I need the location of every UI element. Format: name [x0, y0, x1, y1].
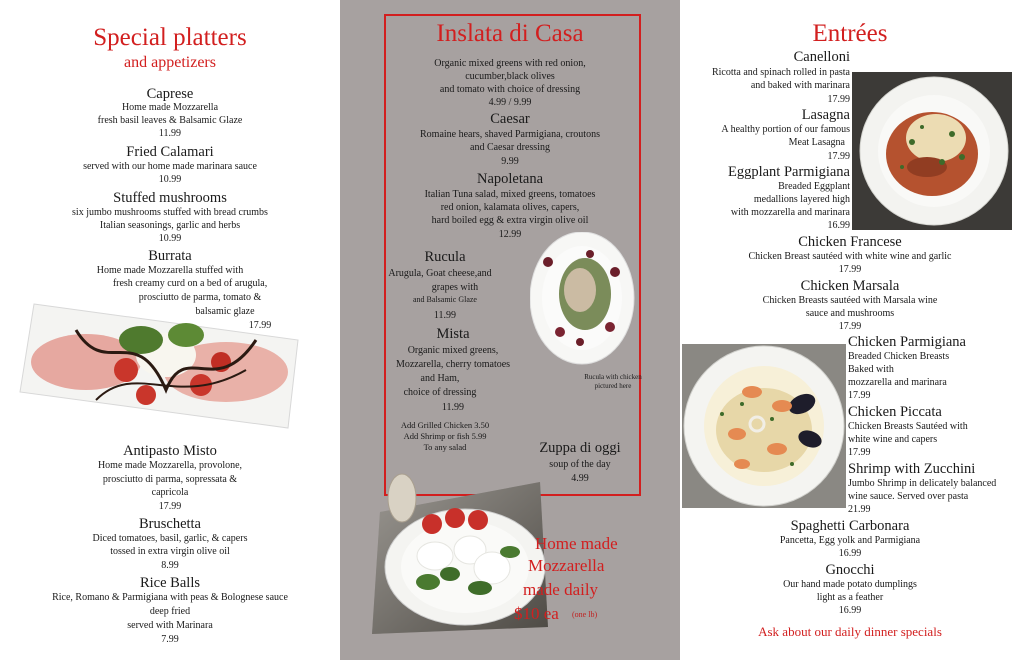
item-name: Chicken Parmigiana: [848, 334, 966, 350]
salads-title: Inslata di Casa: [436, 20, 584, 47]
item-desc: Breaded Eggplant: [778, 181, 850, 192]
item-desc: Home made Mozzarella: [121, 102, 219, 113]
item-desc: Home made Mozzarella stuffed with: [96, 265, 244, 276]
item-desc: prosciutto di parma, sopressata &: [102, 474, 238, 485]
mozzarella-price: $10 ea: [514, 604, 559, 623]
item-name: Bruschetta: [138, 516, 201, 532]
item-desc: hard boiled egg & extra virgin olive oil: [431, 215, 589, 226]
item-desc: Rice, Romano & Parmigiana with peas & Bolognese sauce: [52, 592, 288, 603]
entrees-title: Entrées: [812, 20, 888, 47]
item-price: 17.99: [848, 447, 871, 458]
item-price: 21.99: [848, 504, 871, 515]
item-desc: Romaine hears, shaved Parmigiana, croutons: [420, 129, 600, 140]
item-price: 8.99: [161, 560, 179, 571]
item-name: Lasagna: [801, 107, 850, 123]
item-name: Eggplant Parmigiana: [727, 164, 850, 180]
item-desc: tossed in extra virgin olive oil: [110, 546, 230, 557]
item-price: 17.99: [848, 390, 871, 401]
item-desc: Chicken Breasts sautéed with Marsala wine: [762, 295, 938, 306]
item-name: Fried Calamari: [126, 144, 214, 160]
item-desc: and tomato with choice of dressing: [439, 84, 581, 95]
item-desc: six jumbo mushrooms stuffed with bread crumbs: [72, 207, 268, 218]
mozzarella-unit: (one lb): [572, 610, 598, 619]
soup-desc: soup of the day: [549, 459, 611, 470]
item-desc: fresh basil leaves & Balsamic Glaze: [97, 115, 243, 126]
item-price: 12.99: [498, 229, 522, 240]
item-desc: medallions layered high: [753, 194, 850, 205]
item-desc: choice of dressing: [403, 387, 477, 398]
item-desc: wine sauce. Served over pasta: [848, 491, 969, 502]
item-name: Antipasto Misto: [123, 443, 217, 459]
item-desc: white wine and capers: [848, 434, 938, 445]
item-desc: fresh creamy curd on a bed of arugula,: [112, 278, 268, 289]
lasagna-photo: [852, 72, 1012, 230]
item-price: 17.99: [838, 321, 862, 332]
addon-text: Add Shrimp or fish 5.99: [403, 431, 487, 441]
item-desc: Organic mixed greens with red onion,: [434, 58, 586, 69]
item-price: 11.99: [441, 402, 465, 413]
addon-text: Add Grilled Chicken 3.50: [400, 420, 490, 430]
item-desc: Jumbo Shrimp in delicately balanced: [848, 478, 997, 489]
entrees-column: [680, 0, 1020, 660]
item-name: Canelloni: [793, 49, 850, 65]
burrata-platter-photo: [16, 300, 302, 430]
item-desc: sauce and mushrooms: [805, 308, 895, 319]
item-price: 16.99: [827, 220, 850, 231]
item-price: 10.99: [158, 233, 182, 244]
item-name: Chicken Marsala: [800, 278, 900, 294]
seafood-illustration: [682, 344, 846, 508]
item-desc: A healthy portion of our famous: [721, 124, 850, 135]
item-price: 17.99: [248, 320, 272, 331]
item-desc: Breaded Chicken Breasts: [848, 351, 950, 362]
item-name: Chicken Francese: [798, 234, 902, 250]
item-price: 11.99: [158, 128, 182, 139]
item-price: 16.99: [838, 605, 862, 616]
salads-column: [340, 0, 680, 660]
mozzarella-promo: Mozzarella: [528, 556, 605, 575]
item-desc: light as a feather: [816, 592, 884, 603]
item-name: Napoletana: [476, 171, 544, 187]
item-desc: with mozzarella and marinara: [730, 207, 850, 218]
item-name: Burrata: [148, 248, 192, 264]
item-name: Shrimp with Zucchini: [848, 461, 976, 477]
item-price: 17.99: [827, 94, 850, 105]
item-desc: Our hand made potato dumplings: [783, 579, 917, 590]
item-price: 9.99: [501, 156, 519, 167]
item-name: Stuffed mushrooms: [113, 190, 227, 206]
item-price: 4.99 / 9.99: [488, 97, 532, 108]
addon-text: To any salad: [423, 442, 467, 452]
item-desc: served with Marinara: [127, 620, 213, 631]
appetizers-title: Special platters: [93, 24, 247, 51]
item-desc: Organic mixed greens,: [407, 345, 499, 356]
item-desc: Arugula, Goat cheese,and: [388, 268, 492, 279]
appetizers-column: [0, 0, 340, 660]
item-desc: served with our home made marinara sauce: [83, 161, 257, 172]
platter-illustration: [16, 300, 302, 430]
item-name: Rucula: [424, 249, 466, 265]
item-name: Caesar: [490, 111, 530, 127]
soup-price: 4.99: [571, 473, 589, 484]
item-price: 10.99: [158, 174, 182, 185]
item-name: Spaghetti Carbonara: [790, 518, 910, 534]
soup-name: Zuppa di oggi: [539, 440, 621, 456]
item-desc: grapes with: [431, 282, 479, 293]
item-desc: balsamic glaze: [195, 306, 255, 317]
item-name: Mista: [436, 326, 470, 342]
item-desc: Meat Lasagna: [788, 137, 845, 148]
photo-caption: Rucula with chicken: [584, 373, 642, 381]
item-desc: mozzarella and marinara: [848, 377, 947, 388]
item-price: 11.99: [433, 310, 457, 321]
item-name: Rice Balls: [139, 575, 200, 591]
lasagna-illustration: [852, 72, 1012, 230]
photo-caption: pictured here: [594, 382, 632, 390]
item-price: 17.99: [158, 501, 182, 512]
item-desc: cucumber,black olives: [465, 71, 555, 82]
item-desc: Home made Mozzarella, provolone,: [97, 460, 243, 471]
item-name: Chicken Piccata: [848, 404, 942, 420]
item-desc: Baked with: [848, 364, 894, 375]
item-desc: and Balsamic Glaze: [413, 295, 477, 304]
mozzarella-promo: Home made: [535, 534, 618, 553]
item-desc: Chicken Breasts Sautéed with: [848, 421, 968, 432]
item-name: Caprese: [146, 86, 194, 102]
daily-specials-note: Ask about our daily dinner specials: [758, 624, 942, 639]
item-desc: prosciutto de parma, tomato &: [138, 292, 262, 303]
item-price: 16.99: [838, 548, 862, 559]
item-desc: red onion, kalamata olives, capers,: [440, 202, 580, 213]
item-desc: Italian Tuna salad, mixed greens, tomatoes: [424, 189, 596, 200]
item-price: 17.99: [838, 264, 862, 275]
item-desc: Ricotta and spinach rolled in pasta: [711, 67, 850, 78]
item-desc: and baked with marinara: [750, 80, 850, 91]
item-desc: and Caesar dressing: [470, 142, 550, 153]
item-desc: Pancetta, Egg yolk and Parmigiana: [779, 535, 921, 546]
mozzarella-promo: made daily: [523, 580, 599, 599]
seafood-pasta-photo: [682, 344, 846, 508]
item-desc: Diced tomatoes, basil, garlic, & capers: [92, 533, 248, 544]
item-desc: Chicken Breast sautéed with white wine and garlic: [748, 251, 952, 262]
item-desc: Mozzarella, cherry tomatoes: [395, 359, 511, 370]
item-desc: capricola: [151, 487, 189, 498]
item-price: 7.99: [161, 634, 179, 645]
item-name: Gnocchi: [825, 562, 875, 578]
appetizers-subtitle: and appetizers: [124, 54, 216, 71]
item-desc: and Ham,: [420, 373, 460, 384]
item-desc: deep fried: [149, 606, 191, 617]
item-desc: Italian seasonings, garlic and herbs: [99, 220, 241, 231]
item-price: 17.99: [827, 151, 850, 162]
